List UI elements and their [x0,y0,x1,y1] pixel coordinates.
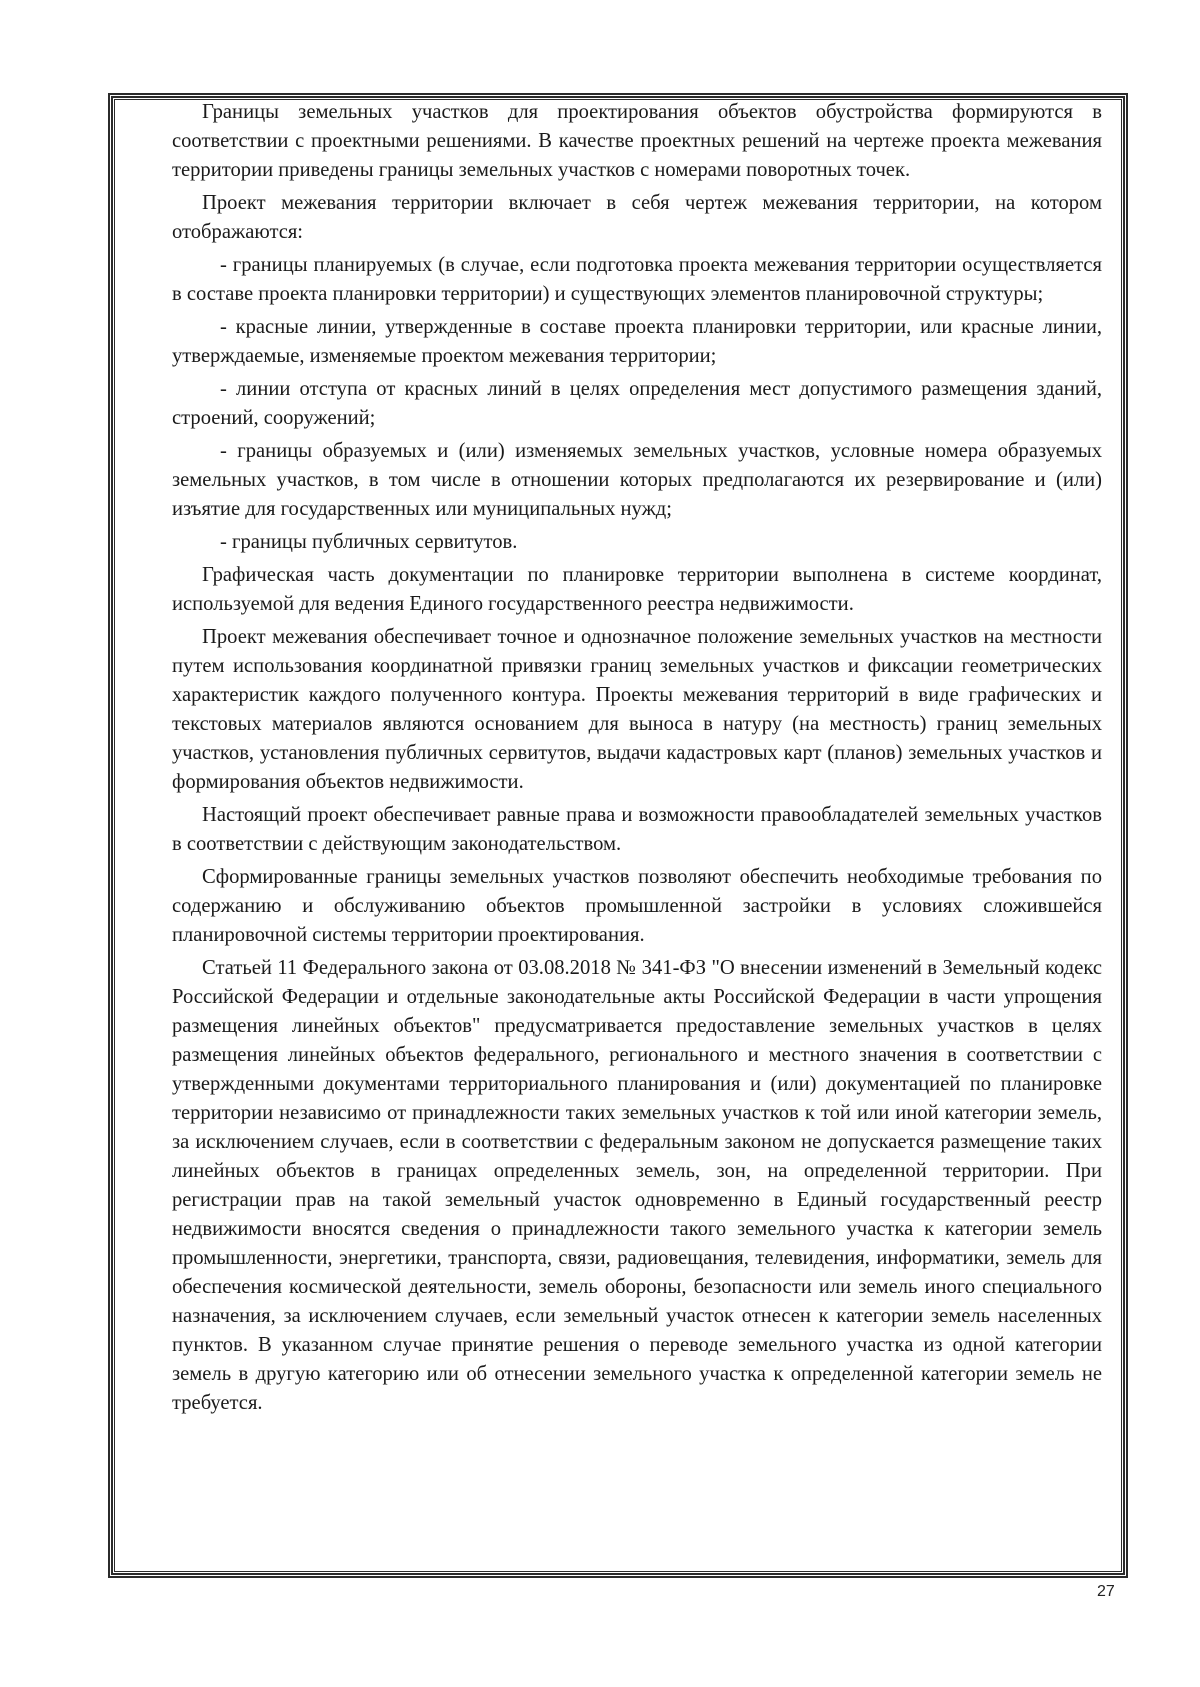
list-item-red-lines: - красные линии, утвержденные в составе проекта планировки территории, или красные линии, утверждаемые, изменяемые проектом межевания территории; [172,316,1102,367]
list-item-planned-boundaries: - границы планируемых (в случае, если подготовка проекта межевания территории осуществляется в составе проекта планировки территории) и существующих элементов планировочной структуры; [172,254,1102,305]
paragraph-formed-boundaries: Сформированные границы земельных участков позволяют обеспечить необходимые требования по содержанию и обслуживанию объектов промышленной застройки в условиях сложившейся планировочной системы территории проектирования. [172,866,1102,946]
list-item-setback-lines: - линии отступа от красных линий в целях определения мест допустимого размещения зданий, строений, сооружений; [172,378,1102,429]
page-number: 27 [1097,1583,1115,1600]
document-body [172,98,1102,1422]
paragraph-equal-rights: Настоящий проект обеспечивает равные права и возможности правообладателей земельных участков в соответствии с действующим законодательством. [172,804,1102,855]
paragraph-survey-drawing: Проект межевания территории включает в себя чертеж межевания территории, на котором отображаются: [172,192,1102,243]
paragraph-land-boundaries: Границы земельных участков для проектирования объектов обустройства формируются в соответствии с проектными решениями. В качестве проектных решений на чертеже проекта межевания территории приведены границы земельных участков с номерами поворотных точек. [172,101,1102,181]
list-item-public-easements: - границы публичных сервитутов. [220,531,518,553]
paragraph-federal-law: Статьей 11 Федерального закона от 03.08.2018 № 341-ФЗ "О внесении изменений в Земельный кодекс Российской Федерации и отдельные законодательные акты Российской Федерации в части упрощения размещения линейных объектов" предусматривается предоставление земельных участков в целях размещения линейных объектов федерального, регионального и местного значения в соответствии с утвержденными документами территориального планирования и (или) документацией по планировке территории независимо от принадлежности таких земельных участков к той или иной категории земель, за исключением случаев, если в соответствии с федеральным законом не допускается размещение таких линейных объектов в границах определенных земель, зон, на определенной территории. При регистрации прав на такой земельный участок одновременно в Единый государственный реестр недвижимости вносятся сведения о принадлежности такого земельного участка к категории земель промышленности, энергетики, транспорта, связи, радиовещания, телевидения, информатики, земель для обеспечения космической деятельности, земель обороны, безопасности или земель иного специального назначения, за исключением случаев, если земельный участок отнесен к категории земель населенных пунктов. В указанном случае принятие решения о переводе земельного участка из одной категории земель в другую категорию или об отнесении земельного участка к определенной категории земель не требуется. [172,957,1102,1414]
list-item-formed-plots: - границы образуемых и (или) изменяемых земельных участков, условные номера образуемых земельных участков, в том числе в отношении которых предполагаются их резервирование и (или) изъятие для государственных или муниципальных нужд; [172,440,1102,520]
paragraph-coordinate-system: Графическая часть документации по планировке территории выполнена в системе координат, используемой для ведения Единого государственного реестра недвижимости. [172,564,1102,615]
paragraph-survey-accuracy: Проект межевания обеспечивает точное и однозначное положение земельных участков на местности путем использования координатной привязки границ земельных участков и фиксации геометрических характеристик каждого полученного контура. Проекты межевания территорий в виде графических и текстовых материалов являются основанием для выноса в натуру (на местность) границ земельных участков, установления публичных сервитутов, выдачи кадастровых карт (планов) земельных участков и формирования объектов недвижимости. [172,626,1102,793]
